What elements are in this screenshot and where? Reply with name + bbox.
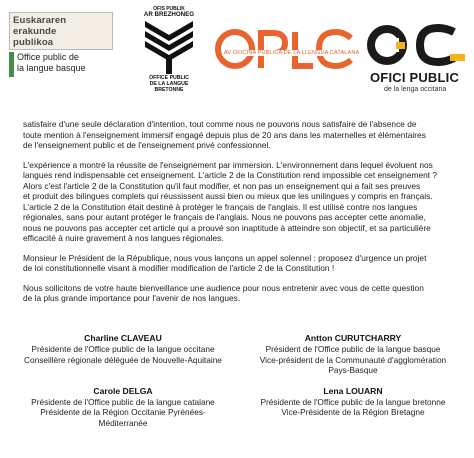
signatory-name: Carole DELGA: [93, 385, 153, 396]
signature-row: [18, 386, 458, 429]
signature-block: [18, 333, 458, 438]
catalan-office-logo: [213, 24, 359, 80]
text-line: efficacité à nuire gravement à nos langues régionales.: [23, 233, 224, 243]
breton-caption-line: OFFICE PUBLIC: [149, 75, 189, 81]
letter-paragraph: [23, 283, 455, 304]
signatory-name: Lena LOUARN: [323, 385, 383, 396]
letter-paragraph: [23, 160, 455, 244]
letter-paragraph: [23, 253, 455, 274]
text-line: Nous sollicitons de votre haute bienveillance une audience pour nous entretenir avec vous de cette question: [23, 282, 424, 293]
breton-office-logo: [136, 6, 202, 110]
basque-caption-line: Office public de: [17, 52, 79, 62]
signatory-title: Vice-président de la Communauté d'agglomération: [259, 354, 447, 365]
text-line: de l'enseignement public et de l'enseignement privé confessionnel.: [23, 140, 271, 150]
basque-logo-line: publikoa: [13, 37, 54, 48]
signatory: [248, 386, 458, 429]
text-line: toute mention à l'enseignement immersif engagé depuis plus de 20 ans dans les maternelles et élémentaires: [23, 129, 426, 140]
letter-body: [23, 119, 455, 313]
signatory-title: Pays-Basque: [328, 365, 378, 375]
occitan-logo-tagline: de la lenga occitana: [384, 86, 447, 93]
text-line: Monsieur le Président de la République, nous vous lançons un appel solennel : proposez d'urgence un projet: [23, 252, 427, 263]
occitan-office-logo: [366, 24, 470, 96]
basque-caption-line: la langue basque: [17, 63, 86, 73]
basque-logo-box: [9, 12, 113, 50]
text-line: nous ne pouvons pas accepter cet article qui a prouvé son inaptitude à atteindre son objectif, et sa particulière: [23, 222, 431, 233]
signature-row: [18, 333, 458, 376]
catalan-logo-tagline: AV OFICINA PÚBLICA DE LA LLENGUA CATALANA: [224, 50, 360, 56]
breton-ermine-icon: [143, 19, 195, 75]
text-line: Alors c'est l'article 2 de la Constitution qu'il faut modifier, et non pas un enseignement qui a fait ses preuves: [23, 180, 421, 191]
signatory-title: Président de l'Office public de la langue basque: [265, 344, 441, 354]
signatory-title: Présidente de la Région Occitanie Pyrénées-: [40, 407, 206, 417]
text-line: de loi constitutionnelle visant à modifier modification de l'article 2 de la Constitution !: [23, 263, 335, 273]
text-line: régionales, sans pour autant protéger le français de l'anglais. Nous ne pouvons pas accepter cette anomalie,: [23, 212, 426, 222]
basque-green-bar: [9, 52, 14, 77]
letter-paragraph: [23, 119, 455, 151]
text-line: de la plus grande importance pour l'avenir de nos langues.: [23, 293, 241, 303]
breton-caption-line: DE LA LANGUE: [149, 81, 189, 87]
basque-logo-line: Euskararen: [13, 15, 67, 26]
basque-logo-line: erakunde: [13, 26, 57, 37]
breton-logo-line: OFIS PUBLIK: [153, 6, 185, 12]
occitan-mark-icon: [366, 24, 470, 68]
breton-caption-line: BRETONNE: [154, 87, 184, 93]
basque-office-logo: [9, 12, 113, 78]
breton-logo-line: AR BREZHONEG: [143, 11, 195, 18]
signatory-name: Antton CURUTCHARRY: [304, 333, 402, 343]
occitan-logo-name: OFICI PUBLIC: [370, 70, 460, 85]
signatory: [18, 333, 228, 376]
text-line: L'expérience a montré la réussite de l'enseignement par immersion. L'environnement dans lequel évoluent nos: [23, 159, 433, 170]
text-line: et produit des bilingues complets qui réussissent aussi bien ou mieux que les unilingues y compris en français.: [23, 191, 433, 201]
signatory-title: Méditerranée: [98, 417, 148, 428]
text-line: L'article 2 de la Constitution était destiné à protéger le français de l'anglais. Il est utilisé contre nos langues: [23, 201, 418, 212]
signatory-name: Charline CLAVEAU: [84, 333, 162, 343]
signatory: [18, 386, 228, 429]
text-line: satisfaire d'une seule déclaration d'intention, tout comme nous ne pouvons nous satisfaire de l'absence de: [23, 119, 417, 129]
signatory-title: Conseillère régionale déléguée de Nouvelle-Aquitaine: [24, 354, 222, 365]
signatory-title: Présidente de l'Office public de la langue catalane: [31, 396, 215, 407]
basque-logo-caption: [9, 52, 113, 77]
signatory-title: Présidente de l'Office public de la langue occitane: [31, 344, 215, 354]
signatory: [248, 333, 458, 376]
text-line: langues rend indispensable cet enseignement. L'article 2 de la Constitution rend impossible cet enseignement ?: [23, 170, 438, 180]
signatory-title: Présidente de l'Office public de la langue bretonne: [260, 396, 446, 407]
signatory-title: Vice-Présidente de la Région Bretagne: [281, 407, 425, 417]
logo-header: [0, 0, 474, 112]
